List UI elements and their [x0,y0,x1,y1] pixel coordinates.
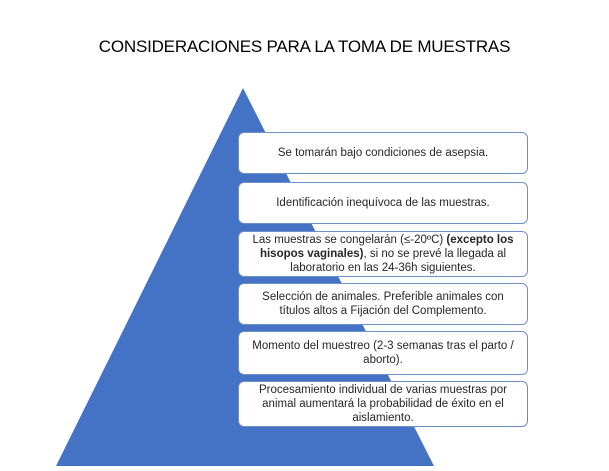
consideration-text-3-bold: (excepto los hisopos vaginales) [259,234,514,260]
consideration-text-5: Momento del muestreo (2-3 semanas tras el parto / aborto). [252,340,514,366]
consideration-box-1 [238,132,528,174]
diagram-title: CONSIDERACIONES PARA LA TOMA DE MUESTRAS [98,37,511,56]
consideration-text-3: Las muestras se congelarán (≤-20ºC) (excepto los hisopos vaginales), si no se prevé la llegada al laboratorio en las 24-36h siguientes. [252,234,514,274]
consideration-box-3 [238,231,528,277]
consideration-text-6: Procesamiento individual de varias muestras por animal aumentará la probabilidad de éxito en el aislamiento. [258,384,507,424]
consideration-text-1: Se tomarán bajo condiciones de asepsia. [277,147,489,159]
consideration-text-4: Selección de animales. Preferible animales con títulos altos a Fijación del Complemento. [262,291,504,317]
consideration-text-2: Identificación inequívoca de las muestras. [276,197,490,209]
consideration-box-5 [238,331,528,375]
consideration-box-6 [238,381,528,427]
consideration-box-2 [238,182,528,224]
consideration-box-4 [238,283,528,325]
